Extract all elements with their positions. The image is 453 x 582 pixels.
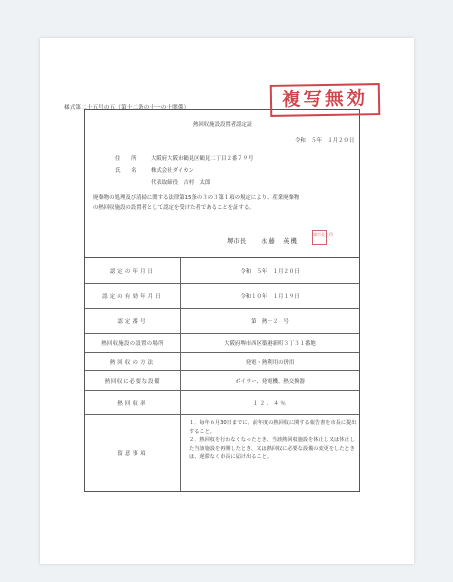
row-label: 熱回収率 [85,391,181,414]
issuer-name: 永藤 英機 [261,237,298,245]
row-value: 令和１０年 １月１９日 [240,294,300,300]
address-label: 住 所 [115,156,137,162]
row-value: 大阪府堺市西区築港新町３丁３１番地 [224,341,316,347]
row-label: 熱回収に必要な設備 [85,371,181,390]
row-value: 発電・熱利用の併用 [245,359,295,366]
table-row [85,308,359,333]
table-row [85,352,359,370]
representative-name: 代表取締役 吉村 太郎 [151,180,211,186]
issuer-title: 堺市長 [227,237,247,245]
void-copy-stamp: 複写無効 [270,83,381,117]
row-label: 熱回収施設の設置の場所 [85,334,181,352]
table-row [85,390,359,414]
note-item: １．毎年６月30日までに、前年度の熱回収に関する報告書を市長に提出すること。 [189,420,357,435]
row-label: 認定番号 [85,309,181,333]
company-name: 株式会社ダイカン [151,168,194,174]
row-label: 熱回収の方法 [85,353,181,370]
body-line-1: 廃棄物の処理及び清掃に関する法律第15条の３の３第１項の規定により、産業廃棄物 [93,195,300,201]
notes-list [189,419,359,462]
table-row [85,258,359,283]
row-label: 認定の有効年月日 [85,284,181,308]
table-row [85,414,359,491]
row-value [181,415,359,491]
row-label: 認定の年月日 [85,258,181,283]
row-value: １２．４％ [252,400,288,407]
body-line-2: の熱回収施設の設置者として認定を受けた者であることを証する。 [93,204,255,211]
row-value: ボイラー、発電機、熱交換器 [235,378,305,385]
issue-date: 令和 ５年 １月２０日 [295,138,355,144]
table-row [85,283,359,308]
row-value: 第 熱－２ 号 [251,319,289,325]
row-label: 留意事項 [85,415,181,491]
row-value: 令和 ５年 １月２０日 [240,268,300,275]
note-item: ２．熱回収を行わなくなったとき、当該熱回収施設を休止し又は休止した当該施設を再開したとき、又は熱回収に必要な設備の変更をしたときは、遅滞なく市長に届け出ること。 [189,437,355,461]
address-value: 大阪府大阪市鶴見区鶴見二丁目２番７９号 [151,156,254,162]
certificate-table [84,257,360,492]
certificate-title: 熱回収施設設置者認定証 [193,122,253,128]
table-row [85,370,359,390]
official-seal: 堺市長之印 [312,230,327,245]
name-label: 氏 名 [115,168,137,174]
certificate-body [93,194,355,213]
table-row [85,333,359,352]
form-number: 様式第二十五号の五（第十二条の十一の十関係） [64,105,190,111]
